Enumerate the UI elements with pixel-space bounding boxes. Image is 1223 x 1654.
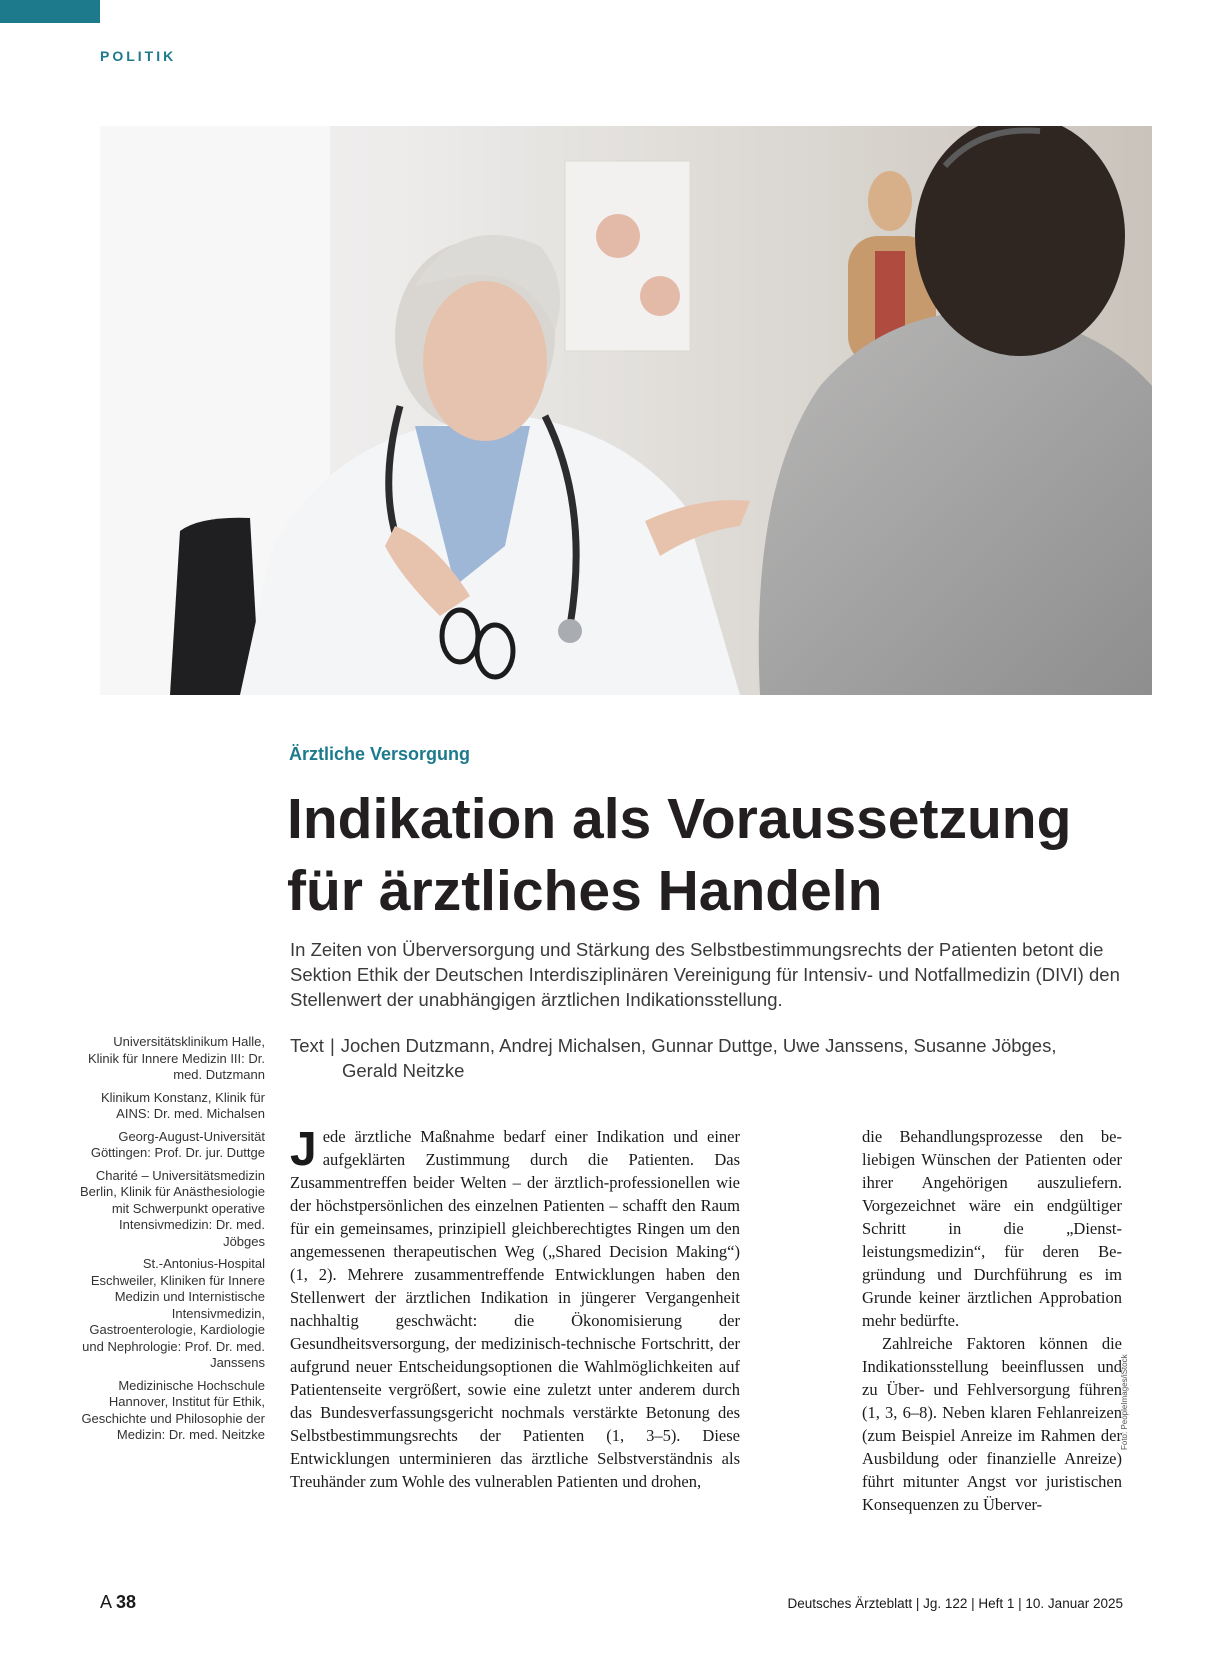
affiliation-item: Charité – Universitätsmedizin Berlin, Klinik für Anästhesiologie mit Schwerpunkt operative Intensivmedizin: Dr. med. Jöbges	[80, 1167, 265, 1249]
drop-cap: J	[290, 1123, 317, 1176]
author-separator: |	[329, 1035, 335, 1056]
body-column-1	[290, 1125, 740, 1493]
affiliation-item: St.-Antonius-Hospital Eschweiler, Kliniken für Innere Medizin und Internistische Intensivmedizin, Gastroenterologie, Kardiologie und Nephrologie: Prof. Dr. med. Janssens	[82, 1256, 265, 1370]
article-headline	[287, 783, 1167, 927]
author-line	[290, 1033, 1140, 1083]
page-number	[100, 1592, 136, 1613]
affiliation-item: Universitätsklinikum Halle, Klinik für Innere Medizin III: Dr. med. Dutzmann	[87, 1034, 265, 1082]
doctor-patient-illustration	[100, 126, 1152, 695]
headline-line-2: für ärztliches Handeln	[287, 859, 883, 923]
body-paragraph-2: die Behandlungsprozesse den beliebigen Wünschen der Patienten oder ihrer Angehörigen auszuliefern. Vorgezeichnet wäre ein endgültiger Schritt in die „Dienstleistungsmedizin“, für deren Begründung und Durchführung es im Grunde keiner ärztlichen Approbation mehr bedürfte.	[862, 1127, 1122, 1330]
page-number-value: 38	[116, 1592, 137, 1612]
headline-line-1: Indikation als Voraussetzung	[287, 787, 1072, 851]
body-column-2	[862, 1125, 1122, 1516]
article-lead: In Zeiten von Überversorgung und Stärkung des Selbstbestimmungsrechts der Patienten betont die Sektion Ethik der Deutschen Interdisziplinären Vereinigung für Intensiv- und Notfallmedizin (DIVI) den Stellenwert der unabhängigen ärztlichen Indikationsstellung.	[290, 939, 1120, 1010]
footer-citation: Deutsches Ärzteblatt | Jg. 122 | Heft 1 | 10. Januar 2025	[787, 1596, 1123, 1611]
affiliation-item: Medizinische Hochschule Hannover, Institut für Ethik, Geschichte und Philosophie der Medizin: Dr. med. Neitzke	[81, 1377, 265, 1442]
body-paragraph-3: Zahlreiche Faktoren können die Indikationsstellung beeinflussen und zu Über- und Fehlversorgung führen (1, 3, 6–8). Neben klaren Fehlanreizen (zum Beispiel Anreize im Rahmen der Ausbildung oder finanzielle Anreize) führt mitunter Angst vor juristischen Konsequenzen zu Überver-	[862, 1334, 1122, 1514]
affiliation-item: Klinikum Konstanz, Klinik für AINS: Dr. med. Michalsen	[100, 1089, 265, 1121]
photo-credit: Foto: PeopleImages/iStock	[1120, 1354, 1129, 1450]
author-label: Text	[290, 1035, 324, 1056]
body-paragraph-1: ede ärztliche Maßnahme bedarf einer Indikation und einer aufgeklärten Zustimmung durch die Patienten. Das Zusammentreffen beider Welten – der ärztlich-professionellen wie der höchstpersönlichen des einzelnen Patienten – schafft den Raum für ein gemeinsames, prinzipiell gleichberechtigtes Ringen um den angemessenen therapeutischen Weg („Shared Decision Making“) (1, 2). Mehrere zusammentreffende Entwicklungen haben den Stellenwert der ärztlichen Indikation in jüngerer Vergangenheit nachhaltig geschwächt: die Ökonomisierung der Gesundheitsversorgung, der medizinisch-technische Fortschritt, der aufgrund neuer Entscheidungsoptionen die Wahlmöglichkeiten auf Patientenseite vergrößert, sowie eine zuletzt unter anderem durch das Bundesverfassungsgericht nochmals verstärkte Betonung des Selbstbestimmungsrechts der Patienten (1, 3–5). Diese Entwicklungen unterminieren das ärztliche Selbstverständnis als Treuhänder zum Wohle des vulnerablen Patienten und drohen,	[290, 1127, 740, 1491]
article-photo	[100, 126, 1152, 695]
author-names-2: Gerald Neitzke	[342, 1060, 465, 1081]
article-kicker: Ärztliche Versorgung	[289, 744, 471, 764]
author-names-1: Jochen Dutzmann, Andrej Michalsen, Gunnar Duttge, Uwe Janssens, Susanne Jöbges,	[340, 1035, 1057, 1056]
affiliation-item: Georg-August-Universität Göttingen: Prof. Dr. jur. Duttge	[90, 1128, 265, 1160]
page-prefix: A	[100, 1592, 112, 1612]
section-color-bar	[0, 0, 100, 23]
section-label: POLITIK	[100, 48, 177, 64]
author-affiliations	[80, 1034, 265, 1450]
